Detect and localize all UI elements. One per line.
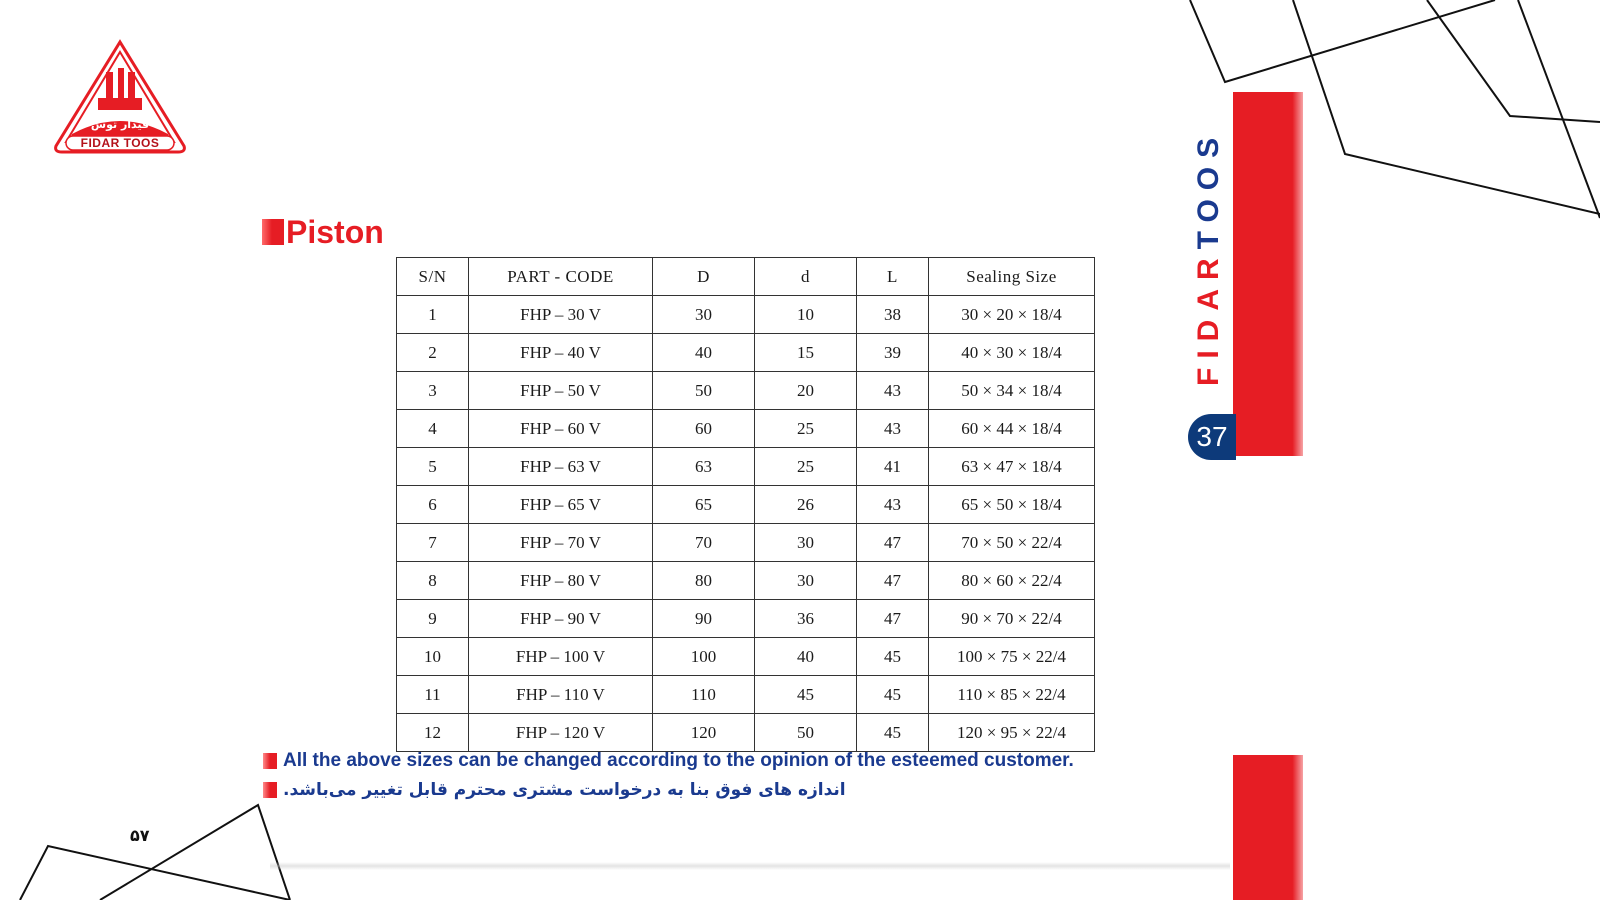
cell-d-outer: 70 <box>653 524 755 562</box>
note-marker <box>263 753 277 769</box>
cell-d-inner: 30 <box>755 524 857 562</box>
cell-length: 43 <box>857 410 929 448</box>
cell-part-code: FHP – 80 V <box>469 562 653 600</box>
header-part-code: PART - CODE <box>469 258 653 296</box>
cell-length: 45 <box>857 676 929 714</box>
cell-sealing-size: 110 × 85 × 22/4 <box>929 676 1095 714</box>
header-sealing-size: Sealing Size <box>929 258 1095 296</box>
cell-length: 39 <box>857 334 929 372</box>
header-inner-diameter: d <box>755 258 857 296</box>
company-logo <box>52 38 188 158</box>
page-number-persian: ۵۷ <box>130 826 150 845</box>
cell-sealing-size: 60 × 44 × 18/4 <box>929 410 1095 448</box>
table-row <box>397 676 1095 714</box>
cell-d-outer: 65 <box>653 486 755 524</box>
cell-part-code: FHP – 60 V <box>469 410 653 448</box>
note-english <box>263 750 1074 772</box>
note-persian-text: اندازه های فوق بنا به درخواست مشتری محترم قابل تغییر می‌باشد. <box>283 780 846 800</box>
table-row <box>397 600 1095 638</box>
table-row <box>397 372 1095 410</box>
cell-sn: 10 <box>397 638 469 676</box>
cell-sn: 7 <box>397 524 469 562</box>
cell-part-code: FHP – 70 V <box>469 524 653 562</box>
cell-part-code: FHP – 30 V <box>469 296 653 334</box>
cell-d-inner: 36 <box>755 600 857 638</box>
cell-d-outer: 110 <box>653 676 755 714</box>
cell-d-outer: 40 <box>653 334 755 372</box>
header-length: L <box>857 258 929 296</box>
cell-part-code: FHP – 120 V <box>469 714 653 752</box>
cell-sealing-size: 80 × 60 × 22/4 <box>929 562 1095 600</box>
cell-d-inner: 30 <box>755 562 857 600</box>
brand-name-part-2: TOOS <box>1192 128 1225 250</box>
cell-part-code: FHP – 63 V <box>469 448 653 486</box>
cell-d-inner: 25 <box>755 448 857 486</box>
table-row <box>397 562 1095 600</box>
cell-d-inner: 10 <box>755 296 857 334</box>
note-persian <box>263 780 846 800</box>
cell-sealing-size: 100 × 75 × 22/4 <box>929 638 1095 676</box>
table-row <box>397 714 1095 752</box>
cell-part-code: FHP – 90 V <box>469 600 653 638</box>
cell-d-inner: 40 <box>755 638 857 676</box>
cell-sn: 8 <box>397 562 469 600</box>
cell-d-inner: 25 <box>755 410 857 448</box>
cell-d-inner: 26 <box>755 486 857 524</box>
cell-sealing-size: 30 × 20 × 18/4 <box>929 296 1095 334</box>
cell-d-inner: 15 <box>755 334 857 372</box>
note-marker <box>263 782 277 798</box>
cell-part-code: FHP – 110 V <box>469 676 653 714</box>
cell-d-outer: 100 <box>653 638 755 676</box>
cell-sn: 3 <box>397 372 469 410</box>
table-row <box>397 638 1095 676</box>
cell-sealing-size: 40 × 30 × 18/4 <box>929 334 1095 372</box>
table-row <box>397 410 1095 448</box>
section-title <box>262 216 384 248</box>
cell-sealing-size: 90 × 70 × 22/4 <box>929 600 1095 638</box>
cell-sn: 11 <box>397 676 469 714</box>
page-title: Piston <box>286 214 384 250</box>
cell-length: 41 <box>857 448 929 486</box>
cell-d-outer: 60 <box>653 410 755 448</box>
piston-spec-table <box>396 257 1095 752</box>
cell-d-inner: 20 <box>755 372 857 410</box>
cell-d-outer: 63 <box>653 448 755 486</box>
cell-d-inner: 45 <box>755 676 857 714</box>
logo-text-english: FIDAR TOOS <box>80 136 160 150</box>
cell-part-code: FHP – 100 V <box>469 638 653 676</box>
page-number-badge: 37 <box>1188 414 1236 460</box>
header-sn: S/N <box>397 258 469 296</box>
cell-sn: 1 <box>397 296 469 334</box>
cell-d-outer: 120 <box>653 714 755 752</box>
cell-length: 43 <box>857 372 929 410</box>
brand-strip-top <box>1233 92 1303 456</box>
cell-sealing-size: 120 × 95 × 22/4 <box>929 714 1095 752</box>
cell-sn: 4 <box>397 410 469 448</box>
brand-vertical-text <box>1192 129 1226 386</box>
cell-sealing-size: 65 × 50 × 18/4 <box>929 486 1095 524</box>
table-row <box>397 334 1095 372</box>
brand-strip-bottom <box>1233 755 1303 900</box>
cell-sealing-size: 63 × 47 × 18/4 <box>929 448 1095 486</box>
cell-length: 43 <box>857 486 929 524</box>
cell-sn: 6 <box>397 486 469 524</box>
cell-d-outer: 30 <box>653 296 755 334</box>
cell-d-outer: 50 <box>653 372 755 410</box>
table-row <box>397 448 1095 486</box>
cell-sn: 12 <box>397 714 469 752</box>
cell-part-code: FHP – 65 V <box>469 486 653 524</box>
brand-name-part-1: FIDAR <box>1192 249 1225 386</box>
cell-sealing-size: 70 × 50 × 22/4 <box>929 524 1095 562</box>
cell-part-code: FHP – 50 V <box>469 372 653 410</box>
cell-length: 45 <box>857 638 929 676</box>
table-row <box>397 486 1095 524</box>
cell-d-outer: 90 <box>653 600 755 638</box>
cell-length: 47 <box>857 562 929 600</box>
cell-sn: 5 <box>397 448 469 486</box>
table-row <box>397 296 1095 334</box>
cell-part-code: FHP – 40 V <box>469 334 653 372</box>
cell-d-inner: 50 <box>755 714 857 752</box>
cell-length: 38 <box>857 296 929 334</box>
bottom-divider <box>270 862 1230 870</box>
note-english-text: All the above sizes can be changed according to the opinion of the esteemed customer. <box>283 750 1074 771</box>
cell-length: 47 <box>857 600 929 638</box>
cell-length: 47 <box>857 524 929 562</box>
cell-sealing-size: 50 × 34 × 18/4 <box>929 372 1095 410</box>
table-header-row <box>397 258 1095 296</box>
title-marker <box>262 219 284 245</box>
cell-sn: 9 <box>397 600 469 638</box>
header-outer-diameter: D <box>653 258 755 296</box>
cell-sn: 2 <box>397 334 469 372</box>
logo-text-persian: فیدار توس <box>90 118 150 131</box>
cell-length: 45 <box>857 714 929 752</box>
cell-d-outer: 80 <box>653 562 755 600</box>
table-row <box>397 524 1095 562</box>
